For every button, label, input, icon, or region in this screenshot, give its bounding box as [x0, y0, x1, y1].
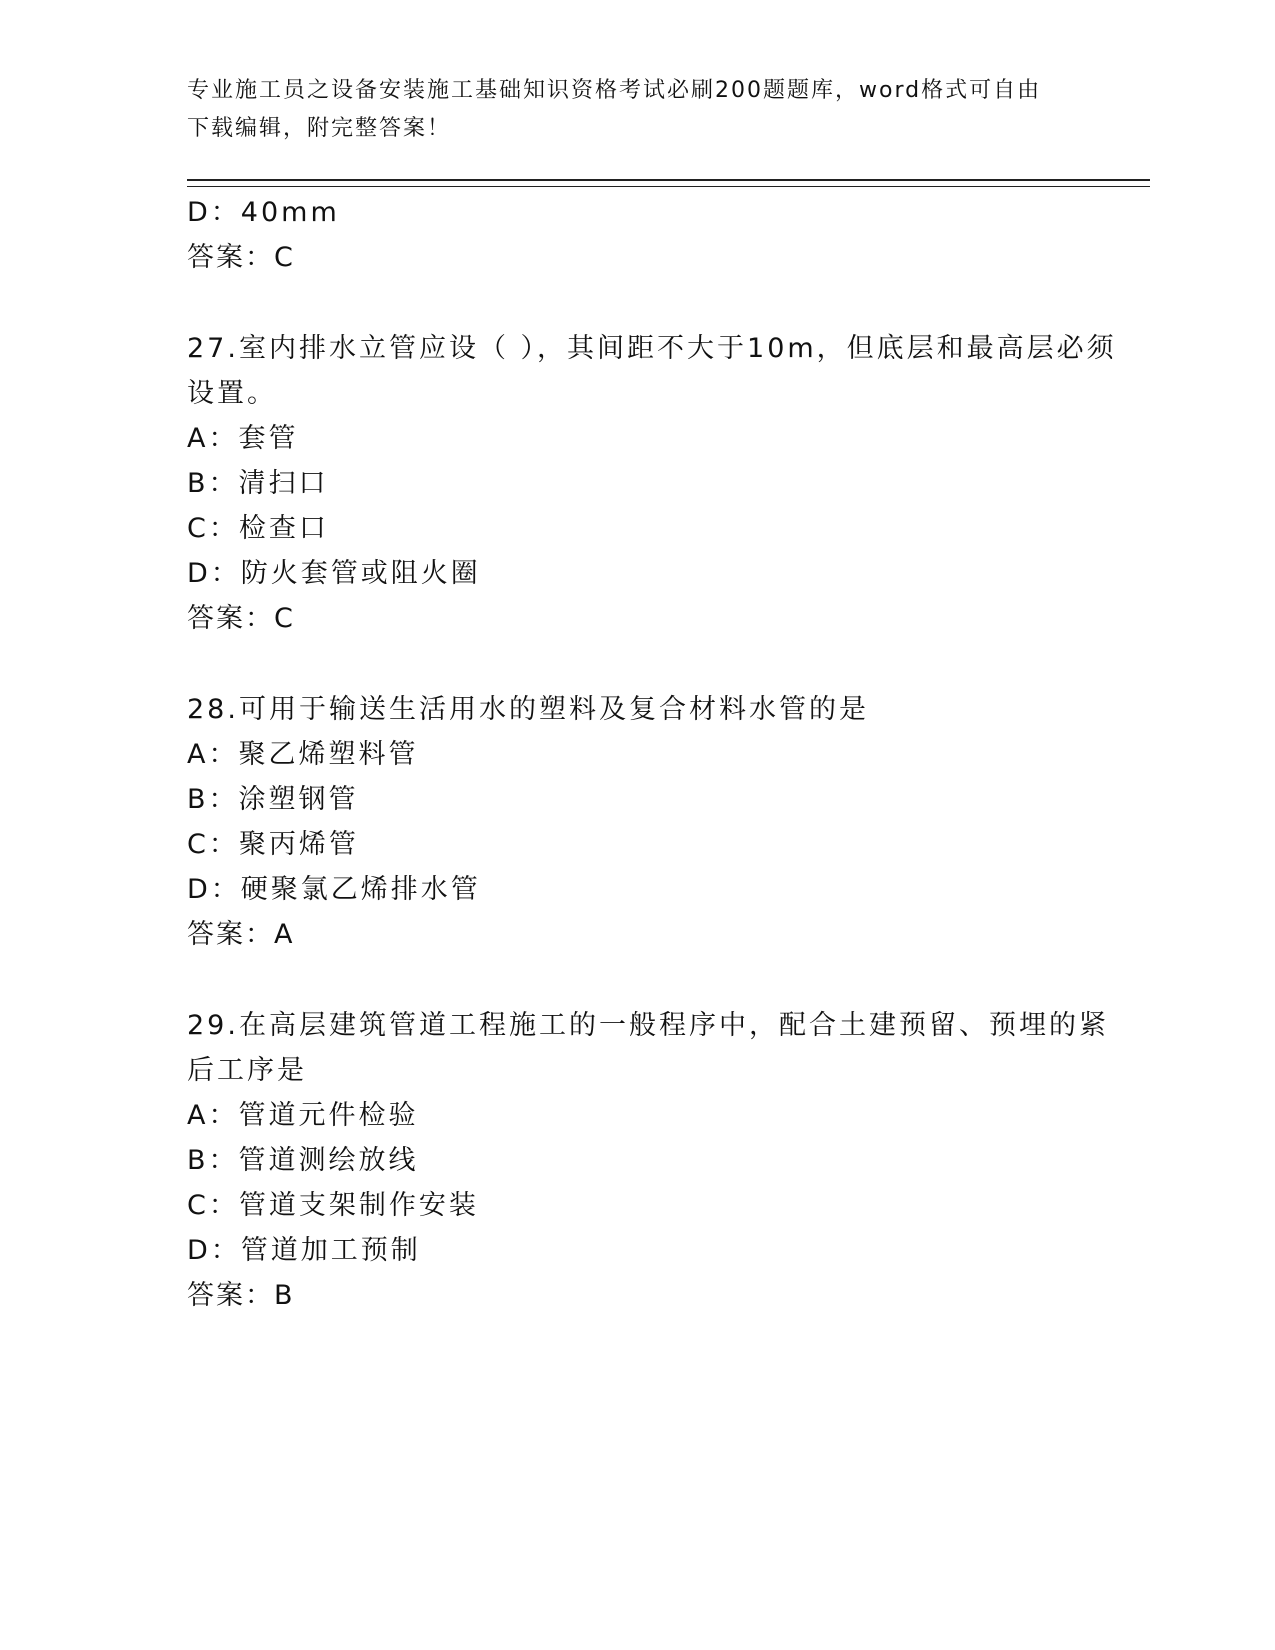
option-b: B：涂塑钢管 [187, 784, 359, 815]
question-stem-line-1: 27.室内排水立管应设（ ），其间距不大于10m，但底层和最高层必须 [187, 333, 1117, 364]
option-a: A：聚乙烯塑料管 [187, 739, 419, 770]
answer-line: 答案：C [187, 603, 295, 634]
header-title-line-2: 下载编辑，附完整答案！ [187, 116, 452, 141]
header-title-line-1: 专业施工员之设备安装施工基础知识资格考试必刷200题题库，word格式可自由 [187, 78, 1042, 103]
option-c: C：检查口 [187, 513, 329, 544]
question-28 [187, 687, 1087, 957]
option-d: D：防火套管或阻火圈 [187, 558, 481, 589]
option-d: D：硬聚氯乙烯排水管 [187, 874, 481, 905]
question-29 [187, 1003, 1109, 1318]
question-stem-line-1: 28.可用于输送生活用水的塑料及复合材料水管的是 [187, 694, 869, 725]
question-stem-line-1: 29.在高层建筑管道工程施工的一般程序中，配合土建预留、预埋的紧 [187, 1010, 1109, 1041]
question-27 [187, 326, 1117, 641]
previous-question-tail [187, 190, 1087, 280]
option-a: A：套管 [187, 423, 299, 454]
option-c: C：管道支架制作安装 [187, 1190, 479, 1221]
question-stem-line-2: 后工序是 [187, 1055, 307, 1086]
option-c: C：聚丙烯管 [187, 829, 359, 860]
option-d: D：40mm [187, 197, 340, 228]
answer-line: 答案：A [187, 919, 295, 950]
document-header [187, 72, 1087, 148]
question-stem-line-2: 设置。 [187, 378, 277, 409]
option-a: A：管道元件检验 [187, 1100, 419, 1131]
question-content [187, 190, 1117, 1318]
answer-line: 答案：C [187, 242, 295, 273]
header-divider [187, 179, 1150, 187]
option-b: B：管道测绘放线 [187, 1145, 419, 1176]
option-d: D：管道加工预制 [187, 1235, 421, 1266]
option-b: B：清扫口 [187, 468, 329, 499]
answer-line: 答案：B [187, 1280, 295, 1311]
